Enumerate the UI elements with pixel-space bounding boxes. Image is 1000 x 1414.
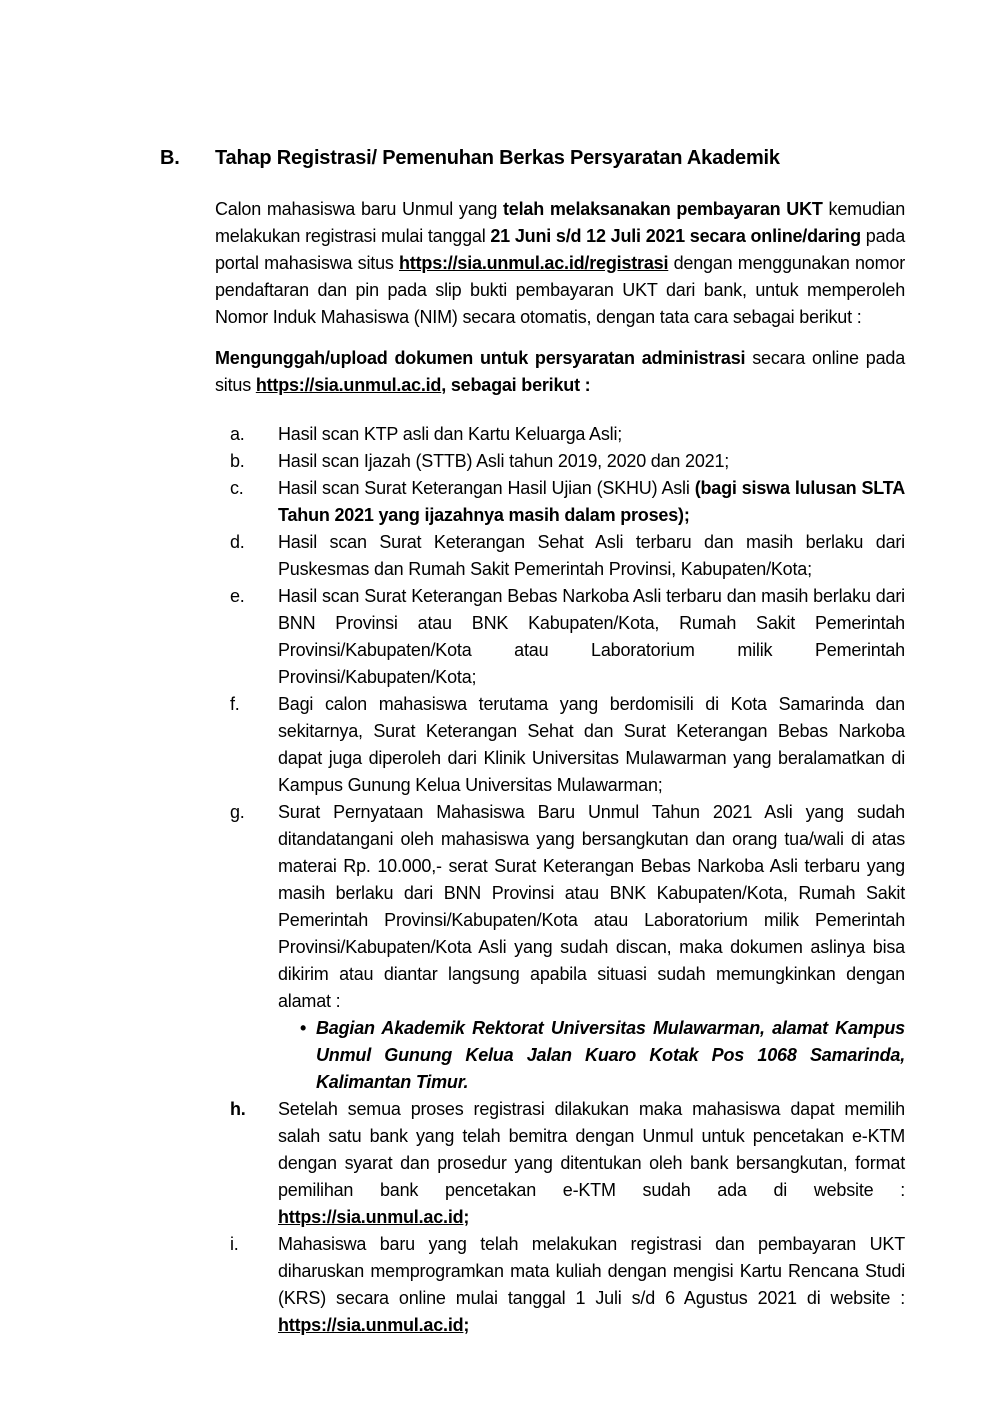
list-item-row: [230, 799, 905, 1015]
list-item-row: [230, 529, 905, 583]
address-sub-bullet: [300, 1015, 905, 1096]
text-run: 21 Juni s/d 12 Juli 2021 secara online/daring: [490, 226, 861, 246]
list-item: [230, 691, 905, 799]
text-run: Surat Pernyataan Mahasiswa Baru Unmul Tahun 2021 Asli yang sudah ditandatangani oleh mahasiswa yang bersangkutan dan orang tua/wali di atas materai Rp. 10.000,- serat Surat Keterangan Bebas Narkoba Asli terbaru yang masih berlaku dari BNN Provinsi atau BNK Kabupaten/Kota, Rumah Sakit Pemerintah Provinsi/Kabupaten/Kota atau Laboratorium milik Pemerintah Provinsi/Kabupaten/Kota Asli yang sudah discan, maka dokumen aslinya bisa dikirim atau diantar langsung apabila situasi sudah memungkinkan dengan alamat :: [278, 802, 905, 1011]
list-item-text: [278, 1231, 905, 1339]
list-item-row: [230, 448, 905, 475]
section-title: Tahap Registrasi/ Pemenuhan Berkas Persyaratan Akademik: [215, 147, 780, 169]
list-item-marker: i.: [230, 1234, 239, 1254]
list-item-row: [230, 691, 905, 799]
section-label: B.: [160, 147, 180, 169]
text-run: telah melaksanakan pembayaran UKT: [503, 199, 823, 219]
list-item-text: [278, 475, 905, 529]
text-run: Setelah semua proses registrasi dilakukan maka mahasiswa dapat memilih salah satu bank yang telah bemitra dengan Unmul untuk pencetakan e-KTM dengan syarat dan prosedur yang ditentukan oleh bank bersangkutan, format pemilihan bank pencetakan e-KTM sudah ada di website :: [278, 1099, 905, 1200]
text-run: kemudian melakukan registrasi mulai tanggal: [215, 199, 906, 246]
list-item-marker: g.: [230, 802, 245, 822]
text-run: Mengunggah/upload dokumen untuk persyaratan administrasi: [215, 348, 746, 368]
text-run: (bagi siswa lulusan SLTA Tahun 2021 yang ijazahnya masih dalam proses);: [278, 478, 905, 525]
list-item: [230, 1096, 905, 1231]
text-run: ;: [463, 1207, 470, 1227]
text-run: Hasil scan Ijazah (STTB) Asli tahun 2019, 2020 dan 2021;: [278, 451, 730, 471]
text-run: Bagian Akademik Rektorat Universitas Mulawarman, alamat Kampus Unmul Gunung Kelua Jalan Kuaro Kotak Pos 1068 Samarinda, Kalimantan Timur.: [316, 1018, 905, 1092]
page-content: [160, 146, 905, 1339]
list-item-row: [230, 1096, 905, 1231]
address-text: [316, 1015, 905, 1096]
text-run: Mahasiswa baru yang telah melakukan registrasi dan pembayaran UKT diharuskan memprogramkan mata kuliah dengan mengisi Kartu Rencana Studi (KRS) secara online mulai tanggal 1 Juli s/d 6 Agustus 2021 di website :: [278, 1234, 905, 1308]
list-item-text: [278, 1096, 905, 1231]
list-item-text: [278, 421, 905, 448]
url-link[interactable]: https://sia.unmul.ac.id: [278, 1207, 464, 1227]
list-item: [230, 1231, 905, 1339]
paragraph-upload-instructions: [215, 345, 905, 399]
list-item: [230, 583, 905, 691]
text-run: Calon mahasiswa baru Unmul yang: [215, 199, 503, 219]
list-item-text: [278, 529, 905, 583]
list-item-text: [278, 691, 905, 799]
text-run: secara online pada situs: [215, 348, 905, 395]
bullet-icon: •: [300, 1018, 307, 1038]
list-item-text: [278, 583, 905, 691]
list-item-marker: h.: [230, 1099, 246, 1119]
list-item-marker: b.: [230, 451, 245, 471]
requirements-list: [160, 421, 905, 1339]
list-item-text: [278, 799, 905, 1015]
text-run: Hasil scan Surat Keterangan Hasil Ujian (SKHU) Asli: [278, 478, 695, 498]
text-run: Bagi calon mahasiswa terutama yang berdomisili di Kota Samarinda dan sekitarnya, Surat Keterangan Sehat dan Surat Keterangan Bebas Narkoba dapat juga diperoleh dari Klinik Universitas Mulawarman yang beralamatkan di Kampus Gunung Kelua Universitas Mulawarman;: [278, 694, 905, 795]
text-run: ;: [463, 1315, 470, 1335]
list-item-marker: f.: [230, 694, 240, 714]
list-item-row: [230, 583, 905, 691]
list-item-marker: c.: [230, 478, 244, 498]
list-item: [230, 799, 905, 1096]
text-run: Hasil scan Surat Keterangan Bebas Narkoba Asli terbaru dan masih berlaku dari BNN Provinsi atau BNK Kabupaten/Kota, Rumah Sakit Pemerintah Provinsi/Kabupaten/Kota atau Laboratorium milik Pemerintah Provinsi/Kabupaten/Kota;: [278, 586, 905, 687]
url-link[interactable]: https://sia.unmul.ac.id/registrasi: [399, 253, 669, 273]
list-item-row: [230, 421, 905, 448]
list-item-marker: e.: [230, 586, 245, 606]
section-heading: [160, 146, 905, 170]
list-item: [230, 421, 905, 448]
list-item-marker: d.: [230, 532, 245, 552]
text-run: , sebagai berikut :: [441, 375, 591, 395]
text-run: Hasil scan Surat Keterangan Sehat Asli terbaru dan masih berlaku dari Puskesmas dan Rumah Sakit Pemerintah Provinsi, Kabupaten/Kota;: [278, 532, 905, 579]
list-item: [230, 448, 905, 475]
list-item-marker: a.: [230, 424, 245, 444]
paragraph-intro: [215, 196, 905, 331]
list-item-row: [230, 475, 905, 529]
list-item-text: [278, 448, 905, 475]
text-run: Hasil scan KTP asli dan Kartu Keluarga Asli;: [278, 424, 623, 444]
url-link[interactable]: https://sia.unmul.ac.id: [278, 1315, 464, 1335]
text-run: dengan menggunakan nomor pendaftaran dan pin pada slip bukti pembayaran UKT dari bank, untuk memperoleh Nomor Induk Mahasiswa (NIM) secara otomatis, dengan tata cara sebagai berikut :: [215, 253, 905, 327]
text-run: pada portal mahasiswa situs: [215, 226, 906, 273]
list-item: [230, 475, 905, 529]
list-item-row: [230, 1231, 905, 1339]
url-link[interactable]: https://sia.unmul.ac.id: [255, 375, 442, 395]
list-item: [230, 529, 905, 583]
